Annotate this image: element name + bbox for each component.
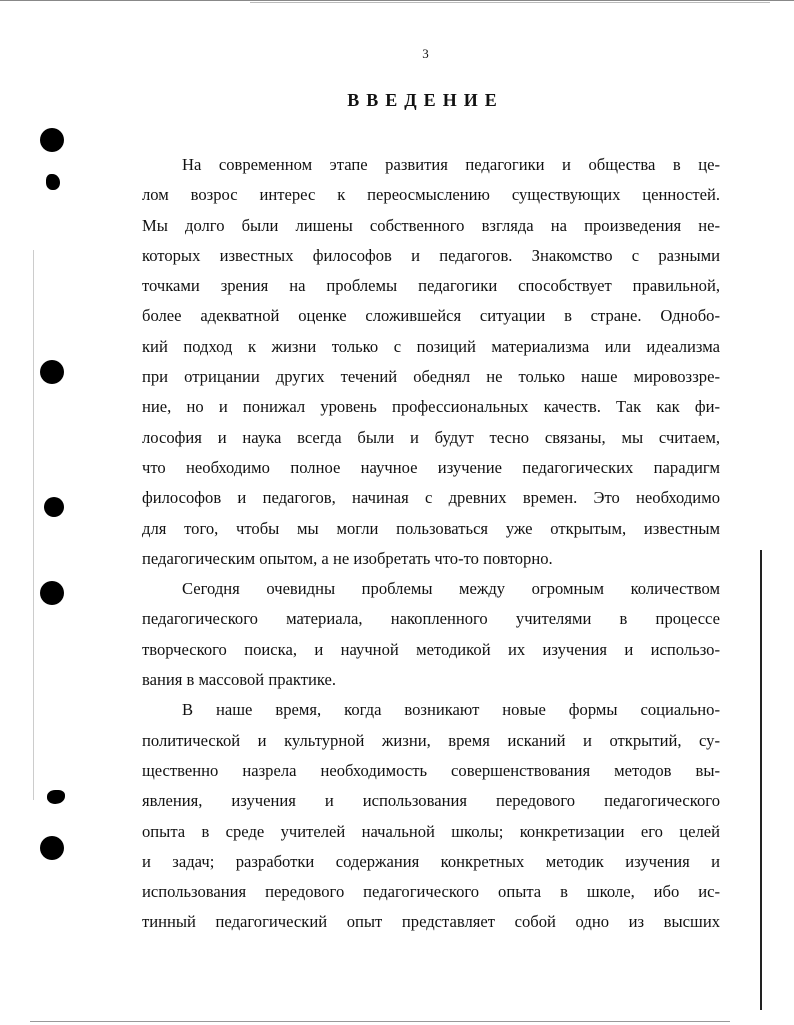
text-line: точками зрения на проблемы педагогики способствует правильной, — [142, 276, 720, 296]
text-line: и задач; разработки содержания конкретных методик изучения и — [142, 851, 720, 871]
punch-mark — [46, 174, 60, 190]
text-line: щественно назрела необходимость совершенствования методов вы- — [142, 760, 720, 780]
text-line: ние, но и понижал уровень профессиональных качеств. Так как фи- — [142, 397, 720, 417]
text-line: философов и педагогов, начиная с древних времен. Это необходимо — [142, 488, 720, 508]
text-line: лом возрос интерес к переосмыслению существующих ценностей. — [142, 185, 720, 205]
text-line: Сегодня очевидны проблемы между огромным количеством — [182, 579, 720, 599]
scan-edge-left — [33, 250, 34, 800]
body-text — [142, 150, 720, 938]
text-line: Мы долго были лишены собственного взгляда на произведения не- — [142, 215, 720, 235]
text-line: при отрицании других течений обеднял не только наше мировоззре- — [142, 367, 720, 387]
punch-hole — [40, 581, 64, 605]
text-line: лософия и наука всегда были и будут тесно связаны, мы считаем, — [142, 427, 720, 447]
page-title: ВВЕДЕНИЕ — [347, 90, 504, 110]
page-number: 3 — [422, 46, 429, 61]
text-line: опыта в среде учителей начальной школы; конкретизации его целей — [142, 821, 720, 841]
text-line: использования передового педагогического опыта в школе, ибо ис- — [142, 882, 720, 902]
text-line: кий подход к жизни только с позиций материализма или идеализма — [142, 336, 720, 356]
scan-edge-bottom — [30, 1021, 730, 1022]
punch-mark — [47, 790, 65, 804]
text-line: политической и культурной жизни, время исканий и открытий, су- — [142, 730, 720, 750]
text-line: творческого поиска, и научной методикой их изучения и использо- — [142, 639, 720, 659]
text-line: педагогическим опытом, а не изобретать что-то повторно. — [142, 548, 553, 568]
scan-edge-top-right — [250, 2, 770, 3]
text-line: вания в массовой практике. — [142, 670, 337, 690]
scan-edge-right — [760, 550, 762, 1010]
text-line: явления, изучения и использования передового педагогического — [142, 791, 720, 811]
text-line: более адекватной оценке сложившейся ситуации в стране. Однобо- — [142, 306, 720, 326]
punch-hole — [40, 836, 64, 860]
punch-hole — [44, 497, 64, 517]
punch-hole — [40, 128, 64, 152]
text-line: педагогического материала, накопленного учителями в процессе — [142, 609, 720, 629]
text-line: что необходимо полное научное изучение педагогических парадигм — [142, 457, 720, 477]
text-line: На современном этапе развития педагогики и общества в це- — [182, 155, 720, 174]
text-line: которых известных философов и педагогов. Знакомство с разными — [142, 245, 720, 265]
text-line: для того, чтобы мы могли пользоваться уже открытым, известным — [142, 518, 720, 538]
text-line: В наше время, когда возникают новые формы социально- — [182, 700, 720, 720]
punch-hole — [40, 360, 64, 384]
scan-edge-top — [0, 0, 794, 1]
text-line: тинный педагогический опыт представляет собой одно из высших — [142, 912, 720, 932]
